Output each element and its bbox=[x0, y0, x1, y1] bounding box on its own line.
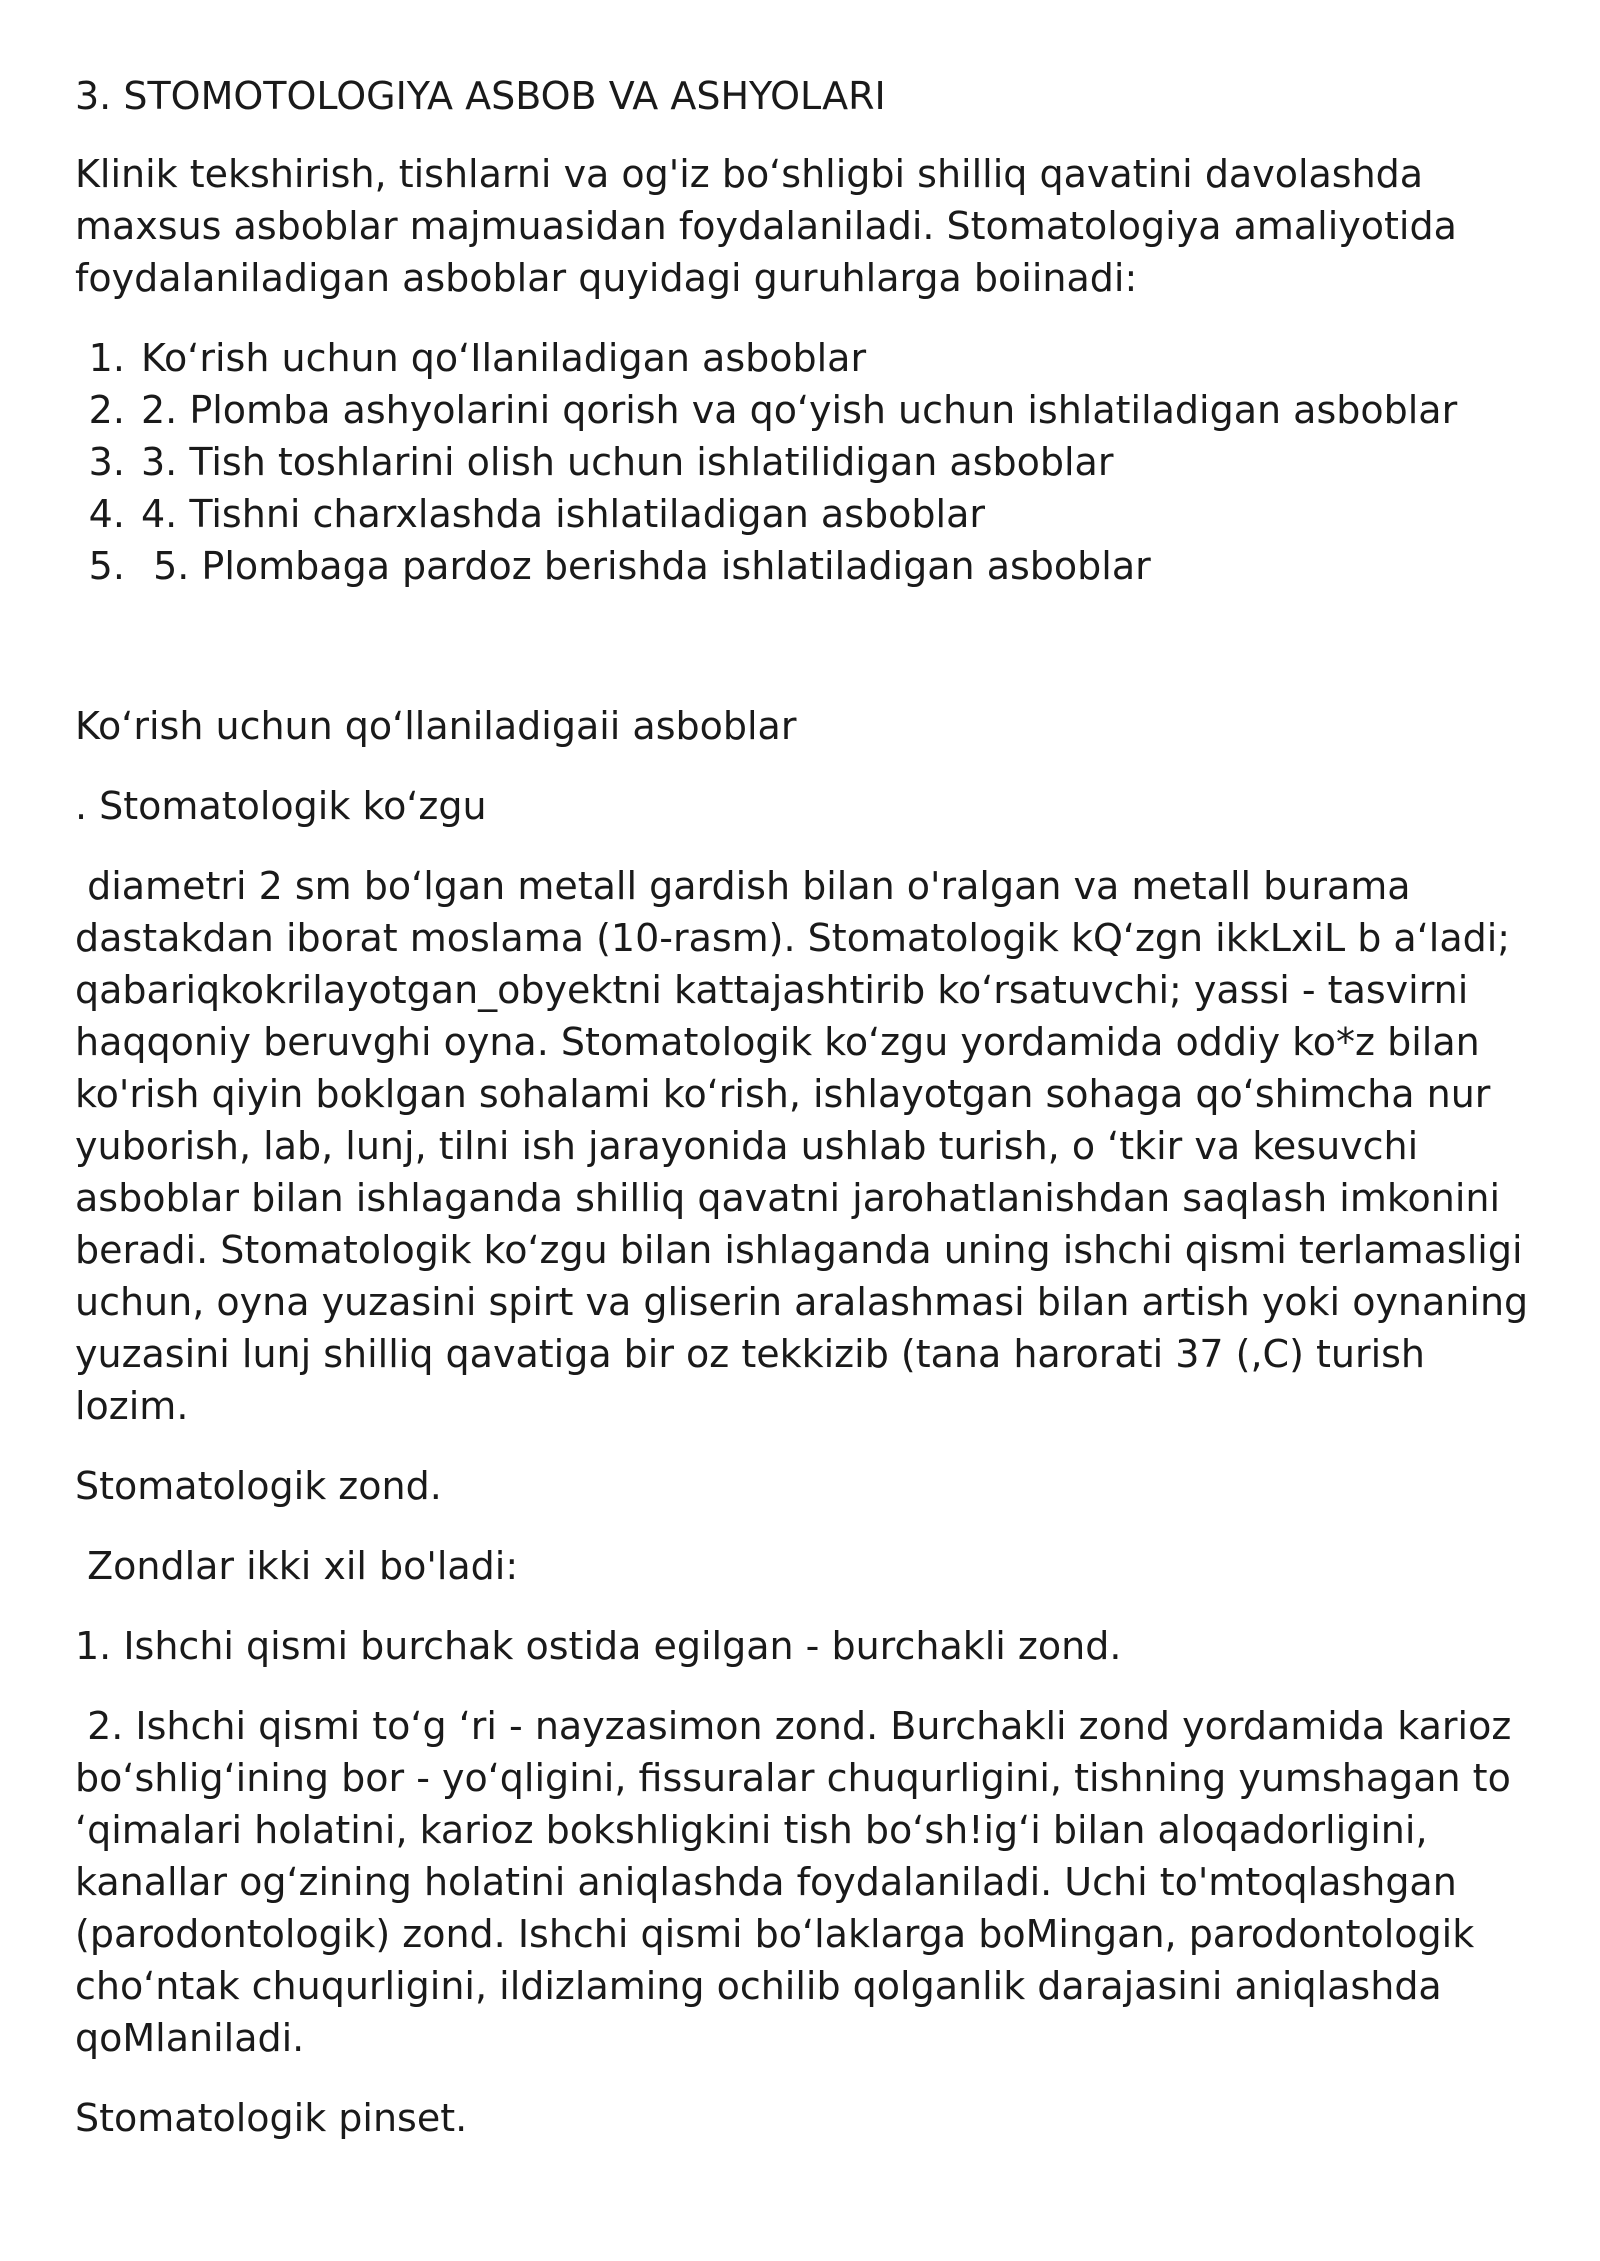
intro-paragraph: Klinik tekshirish, tishlarni va og'iz bo‘shligbi shilliq qavatini davolashda maxsus asboblar majmuasidan foydalaniladi. Stomatologiya amaliyotida foydalaniladigan asboblar quyidagi guruhlarga boiinadi: bbox=[75, 152, 1457, 300]
list-item: 4. 4. Tishni charxlashda ishlatiladigan asboblar bbox=[137, 488, 1545, 540]
list-item: 1. Ko‘rish uchun qo‘Ilaniladigan asboblar bbox=[137, 332, 1545, 384]
section-spacer bbox=[75, 620, 1545, 700]
chapter-heading: 3. STOMOTOLOGIYA ASBOB VA ASHYOLARI bbox=[75, 74, 886, 118]
probe-item-1: 1. Ishchi qismi burchak ostida egilgan - burchakli zond. bbox=[75, 1624, 1122, 1668]
tweezers-title: Stomatologik pinset. bbox=[75, 2096, 468, 2140]
mirror-description: diametri 2 sm bo‘lgan metall gardish bilan o'ralgan va metall burama dastakdan iborat moslama (10-rasm). Stomatologik kQ‘zgn ikkLxiL b a‘ladi; qabariqkokrilayotgan_obyektni kattajashtirib ko‘rsatuvchi; yassi - tasvirni haqqoniy beruvghi oyna. Stomatologik ko‘zgu yordamida oddiy ko*z bilan ko'rish qiyin boklgan sohalami ko‘rish, ishlayotgan sohaga qo‘shimcha nur yuborish, lab, lunj, tilni ish jarayonida ushlab turish, o ‘tkir va kesuvchi asboblar bilan ishlaganda shilliq qavatni jarohatlanishdan saqlash imkonini beradi. Stomatologik ko‘zgu bilan ishlaganda uning ishchi qismi terlamasligi uchun, oyna yuzasini spirt va gliserin aralashmasi bilan artish yoki oynaning yuzasini lunj shilliq qavatiga bir oz tekkizib (tana harorati 37 (,C) turish lozim. bbox=[75, 864, 1541, 1428]
probe-item-2: 2. Ishchi qismi to‘g ‘ri - nayzasimon zond. Burchakli zond yordamida karioz bo‘shlig‘ining bor - yo‘qligini, fissuralar chuqurligini, tishning yumshagan to ‘qimalari holatini, karioz bokshligkini tish bo‘sh!ig‘i bilan aloqadorligini, kanallar og‘zining holatini aniqlashda foydalaniladi. Uchi to'mtoqlashgan (parodontologik) zond. Ishchi qismi bo‘laklarga boMingan, parodontologik cho‘ntak chuqurligini, ildizlaming ochilib qolganlik darajasini aniqlashda qoMlaniladi. bbox=[75, 1704, 1524, 2060]
mirror-title: . Stomatologik ko‘zgu bbox=[75, 784, 487, 828]
list-item: 2. 2. Plomba ashyolarini qorish va qo‘yish uchun ishlatiladigan asboblar bbox=[137, 384, 1545, 436]
instrument-groups-list bbox=[75, 332, 1545, 592]
probe-intro: Zondlar ikki xil bo'ladi: bbox=[75, 1544, 519, 1588]
probe-title: Stomatologik zond. bbox=[75, 1464, 442, 1508]
list-item: 3. 3. Tish toshlarini olish uchun ishlatilidigan asboblar bbox=[137, 436, 1545, 488]
list-item: 5. 5. Plombaga pardoz berishda ishlatiladigan asboblar bbox=[137, 540, 1545, 592]
section-title: Ko‘rish uchun qo‘llaniladigaii asboblar bbox=[75, 704, 797, 748]
document-page bbox=[75, 70, 1545, 2172]
